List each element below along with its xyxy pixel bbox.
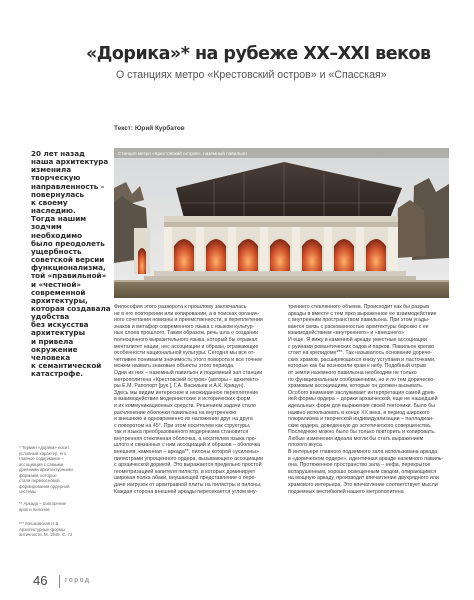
text-line: с руинами романтических садов и парков. Павильон крепко: [288, 343, 435, 350]
station-photo: [114, 148, 449, 298]
text-line: было преодолеть: [31, 238, 105, 248]
text-line: ** Аркада – повторение: [19, 501, 66, 506]
text-line: можем назвать знаковые объекты этого периода.: [114, 363, 235, 370]
text-line: внешняя, каменная – аркада**, пилоны которой «усилены»: [114, 449, 259, 456]
footnote-2: [19, 501, 103, 512]
text-line: *** Мешковская Н.Б.: [19, 521, 60, 526]
text-line: Тогда нашим: [31, 214, 87, 224]
text-line: пилястрами упрощенного ордера, вызывающего ассоциации: [114, 455, 263, 462]
text-line: условный характер, его: [19, 450, 67, 456]
text-line: архитектуры: [31, 328, 86, 338]
text-line: даче нагрузок от архитравной плиты на пилястры и пилоны.: [114, 482, 262, 489]
text-line: полноценного выразительного языка, который бы отражал: [114, 336, 258, 343]
text-line: плохого вкуса.: [288, 442, 324, 449]
text-line: расчленение оболочки павильона на внутреннюю: [114, 409, 237, 416]
text-line: Архитектурные формы: [19, 526, 65, 532]
text-line: подземных вестибюлей нашего метрополитена: [288, 488, 404, 495]
footnote-3: [19, 521, 103, 538]
text-line: плюрализма и творческой индивидуализации – палладиан-: [288, 416, 434, 423]
text-line: * Термин «дорика» носит: [19, 445, 70, 450]
text-line: в взаимодействие модернистских и исторических форм: [114, 396, 251, 403]
text-line: античности. М. 1949. С. 72: [19, 532, 73, 538]
text-line: наследию.: [31, 206, 76, 216]
text-line: идеальных форм для выражения своей тектоники. Было бы: [288, 402, 435, 409]
text-line: аркады в вместе с тем ярко выраженное ее взаимодействие: [288, 310, 437, 317]
text-line: в «дорическом ордере», идентичная аркаде наземного павиль-: [288, 455, 444, 462]
text-line: стали первоосновой: [19, 478, 60, 484]
footer-divider: [59, 575, 60, 588]
text-line: и привела: [31, 336, 74, 346]
text-line: храмовым ассоциациям, которые он должен вызывать.: [288, 383, 424, 390]
text-line: она. Протяженное пространство зала – нефа, перекрытое: [288, 462, 431, 469]
text-line: Последнюю можно было бы только повторить и копировать.: [288, 429, 436, 436]
text-line: функционализма,: [31, 263, 106, 273]
text-line: необходимо: [31, 230, 83, 240]
text-line: с внутренним пространством павильона. При этом угады-: [288, 317, 430, 324]
text-line: не в его повторении или копировании, а в поисках органич-: [114, 310, 260, 317]
text-line: с поворотом на 45°. При этом носителем как структуры,: [114, 422, 251, 429]
text-line: Здесь мы видим интересное и неожиданное переплетение: [114, 389, 259, 396]
section-name: город: [65, 577, 91, 584]
text-line: храмового интерьера. Это впечатление соответствует мысли: [288, 482, 438, 489]
text-line: по функциональным соображениям, но и по тем дорическо-: [288, 376, 435, 383]
text-line: ских храмов, расширяющихся книзу уступами и ласточками,: [288, 356, 436, 363]
text-line: которая создавала: [31, 303, 111, 313]
text-line: особенности национальной культуры. Сегодня мы все от-: [114, 350, 256, 357]
text-line: катастрофе.: [31, 369, 83, 379]
article-title: «Дорика»* на рубеже XX–XXI веков: [86, 44, 431, 64]
text-line: древними архитектурными: [19, 467, 73, 473]
text-line: архитектуры,: [31, 295, 88, 305]
text-line: ущербность: [31, 246, 82, 256]
text-line: повернулась: [31, 189, 85, 199]
text-line: удобства: [31, 312, 70, 322]
text-line: формами, которые: [19, 472, 57, 478]
text-line: ские ордера, доведенную до эстетического совершенства.: [288, 422, 432, 429]
text-line: и внешнюю и одновременно их наложение друг на друга: [114, 416, 253, 423]
text-line: наивно использовать в конце XX века, в период широкого: [288, 409, 430, 416]
text-line: к семантической: [31, 361, 102, 371]
text-line: ассоциация с самыми: [19, 461, 64, 467]
text-line: главное содержание –: [19, 456, 64, 462]
text-line: знаков и метафор современного языка с языком культур-: [114, 323, 255, 330]
text-line: менталитет нации, нес ассоциации и образы, отражающие: [114, 343, 259, 350]
text-line: направленность –: [31, 181, 105, 191]
text-line: без искусства: [31, 320, 89, 330]
text-line: вается связь с раскованностью архитектуры барокко с ее: [288, 323, 429, 330]
body-column-left: [114, 304, 277, 495]
text-line: современной: [31, 287, 86, 297]
text-line: и «честной»: [31, 279, 82, 289]
text-line: Каждая сторона внешней аркады пересекается углом вну-: [114, 488, 258, 495]
text-line: 20 лет назад: [31, 149, 85, 158]
text-line: широкая полка абаки, внушающей представление о пере-: [114, 475, 257, 482]
article-author: Текст: Юрий Курбатов: [114, 125, 185, 132]
text-line: четливее понимаем значимость этого поворота и все точнее: [114, 356, 263, 363]
text-line: И еще. Я вижу в каменной аркаде уместные ассоциации: [288, 336, 427, 343]
text-line: ней формы ордера – дорики архаической, еще не нашедшей: [288, 396, 438, 403]
text-line: с архаической дорикой. Это выражается предельно простой: [114, 462, 262, 469]
text-line: человека: [31, 352, 71, 362]
text-line: вспарушенным, хорошо освещенным сводом, опирающимся: [288, 468, 437, 475]
text-line: метрополитена «Крестовский остров» (авторы – архитекто-: [114, 376, 260, 383]
text-line: наша архитектура: [31, 157, 109, 167]
text-line: той «правильной»: [31, 271, 107, 281]
text-line: ного сочетания новизны и преемственности, в переплетении: [114, 317, 263, 324]
text-line: ры Е.М. Рапопорт [рук.], Г.А. Васильев и А.К. Крицун).: [114, 383, 245, 390]
text-line: Особого внимания заслуживает интерпретация самой древ-: [288, 389, 436, 396]
text-line: арок и пилонов: [19, 506, 50, 512]
body-column-right: [288, 304, 453, 495]
text-line: Одни из них – наземный павильон и подземный зал станции: [114, 369, 263, 376]
text-line: советской версии: [31, 255, 105, 265]
text-line: зодчим: [31, 222, 62, 232]
text-line: взаимодействием «внутреннего» и «внешнего»: [288, 330, 404, 337]
footnote-1: [19, 445, 103, 495]
text-line: от земли наземного павильона необходим не только: [288, 369, 417, 376]
article-subtitle: О станциях метро «Крестовский остров» и «Спасская»: [116, 69, 387, 81]
text-line: геометризацией капителя пилястр, в которых доминирует: [114, 468, 256, 475]
photo-caption: Станция метро «Крестовский остров», наземный павильон: [118, 151, 247, 156]
text-line: ных слоев прошлого. Таким образом, речь шла о создании: [114, 330, 259, 337]
text-line: стоит на крепидоме***. Так называлось основание дориче-: [288, 350, 432, 357]
text-line: треннего стеклянного объема. Происходит как бы разрыв: [288, 304, 429, 310]
text-line: к своему: [31, 197, 68, 207]
page-number: 46: [33, 573, 48, 588]
lead-paragraph: [31, 149, 111, 379]
text-line: творческую: [31, 173, 81, 183]
text-line: Любые изменения идеала могли бы стать выражением: [288, 435, 424, 442]
text-line: Философия этого разворота к прошлому заключалась: [114, 304, 247, 310]
text-line: и их коммуникационных средств. Решением задачи стало: [114, 402, 256, 409]
text-line: так и языка преобразованного модернизма становится: [114, 429, 249, 436]
text-line: изменила: [31, 165, 72, 175]
text-line: которые как бы возносили храм к небу. Подобный отрыв: [288, 363, 426, 370]
text-line: шлого и связанных с ним ассоциаций и образов – оболочка: [114, 442, 261, 449]
text-line: на мощную аркаду, производит впечатление двухрядного или: [288, 475, 439, 482]
pavilion-illustration: [114, 148, 449, 298]
text-line: формирования ордерной: [19, 483, 70, 489]
text-line: внутренняя стеклянная оболочка, а носителем языка про-: [114, 435, 257, 442]
text-line: окружение: [31, 344, 78, 354]
text-line: В интерьере главного подземного зала использована аркада: [288, 449, 438, 456]
text-line: системы: [19, 489, 37, 495]
